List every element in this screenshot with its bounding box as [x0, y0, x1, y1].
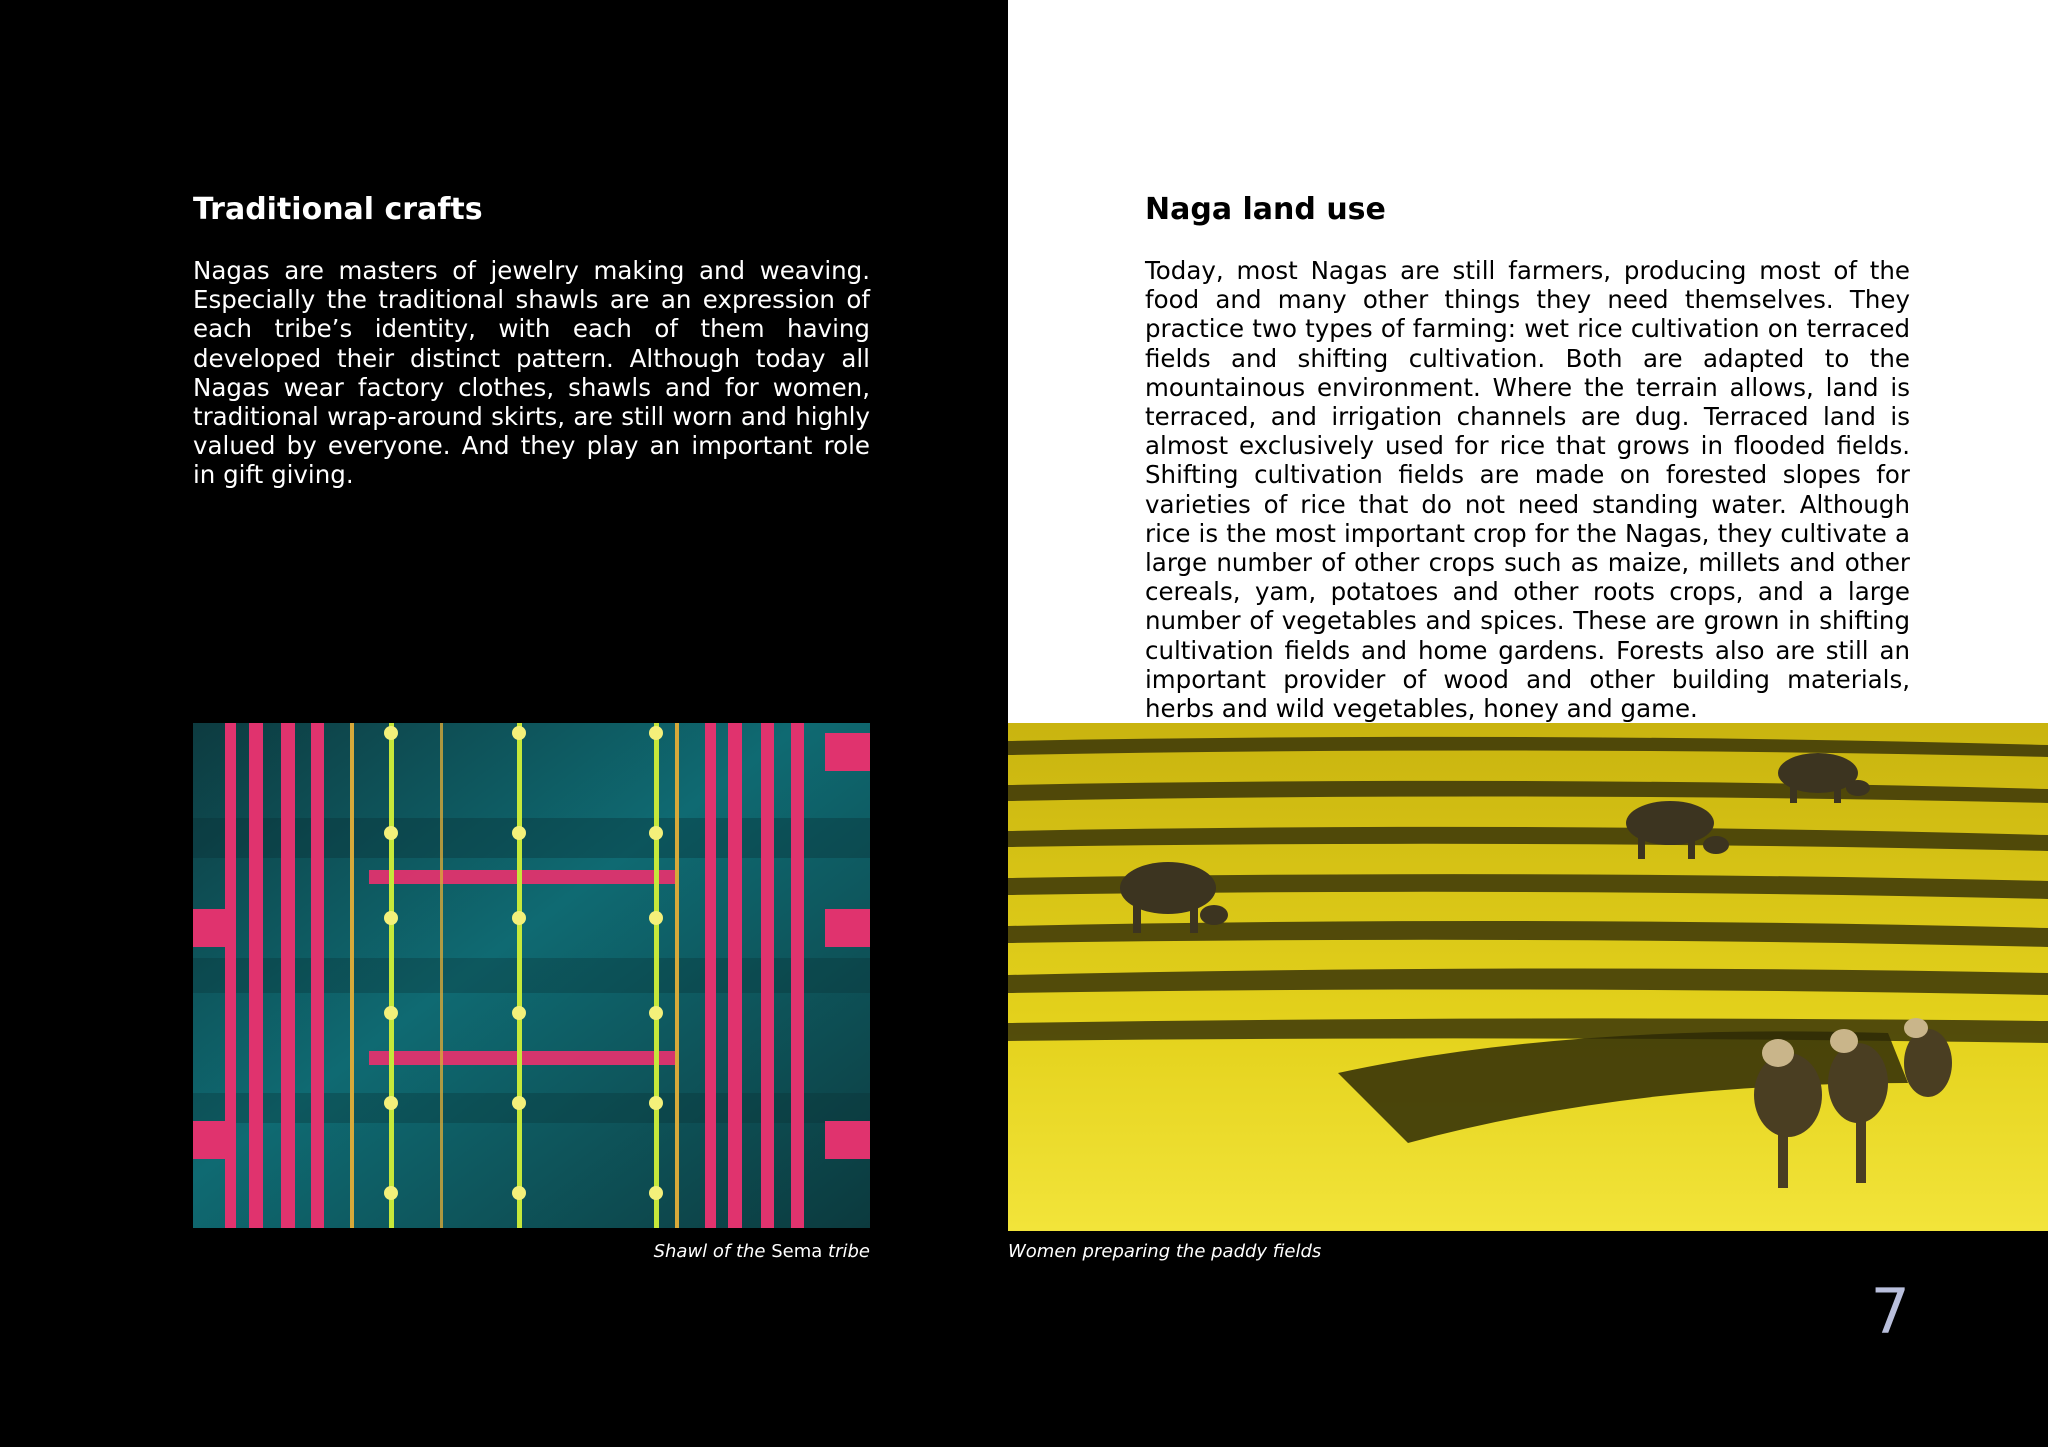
sema-shawl-photo	[193, 723, 870, 1228]
paddy-fields-photo	[1008, 723, 2048, 1231]
caption-prefix: Shawl of the	[653, 1241, 772, 1262]
shawl-pattern-image	[193, 723, 870, 1228]
naga-land-use-heading: Naga land use	[1145, 192, 1386, 227]
shawl-photo-caption	[193, 1241, 870, 1263]
caption-tribe-name: Sema	[771, 1241, 823, 1262]
page-number: 7	[1870, 1275, 1910, 1348]
terraced-fields-image	[1008, 723, 2048, 1231]
caption-suffix: tribe	[822, 1241, 870, 1262]
traditional-crafts-heading: Traditional crafts	[193, 192, 483, 227]
naga-land-use-paragraph: Today, most Nagas are still farmers, producing most of the food and many other things they need themselves. They practice two types of farming: wet rice cultivation on terraced fields and shifting cultivation. Both are adapted to the mountainous environment. Where the terrain allows, land is terraced, and irrigation channels are dug. Terraced land is almost exclusively used for rice that grows in flooded fields. Shifting cultivation fields are made on forested slopes for varieties of rice that do not need standing water. Although rice is the most important crop for the Nagas, they cultivate a large number of other crops such as maize, millets and other cereals, yam, potatoes and other roots crops, and a large number of vegetables and spices. These are grown in shifting cultivation fields and home gardens. Forests also are still an important provider of wood and other building materials, herbs and wild vegetables, honey and game.	[1145, 256, 1910, 724]
paddy-photo-caption: Women preparing the paddy fields	[1008, 1241, 1322, 1262]
traditional-crafts-paragraph: Nagas are masters of jewelry making and weaving. Especially the traditional shawls are an expression of each tribe’s identity, with each of them having developed their distinct pattern. Although today all Nagas wear factory clothes, shawls and for women, traditional wrap-around skirts, are still worn and highly valued by everyone. And they play an important role in gift giving.	[193, 256, 870, 490]
